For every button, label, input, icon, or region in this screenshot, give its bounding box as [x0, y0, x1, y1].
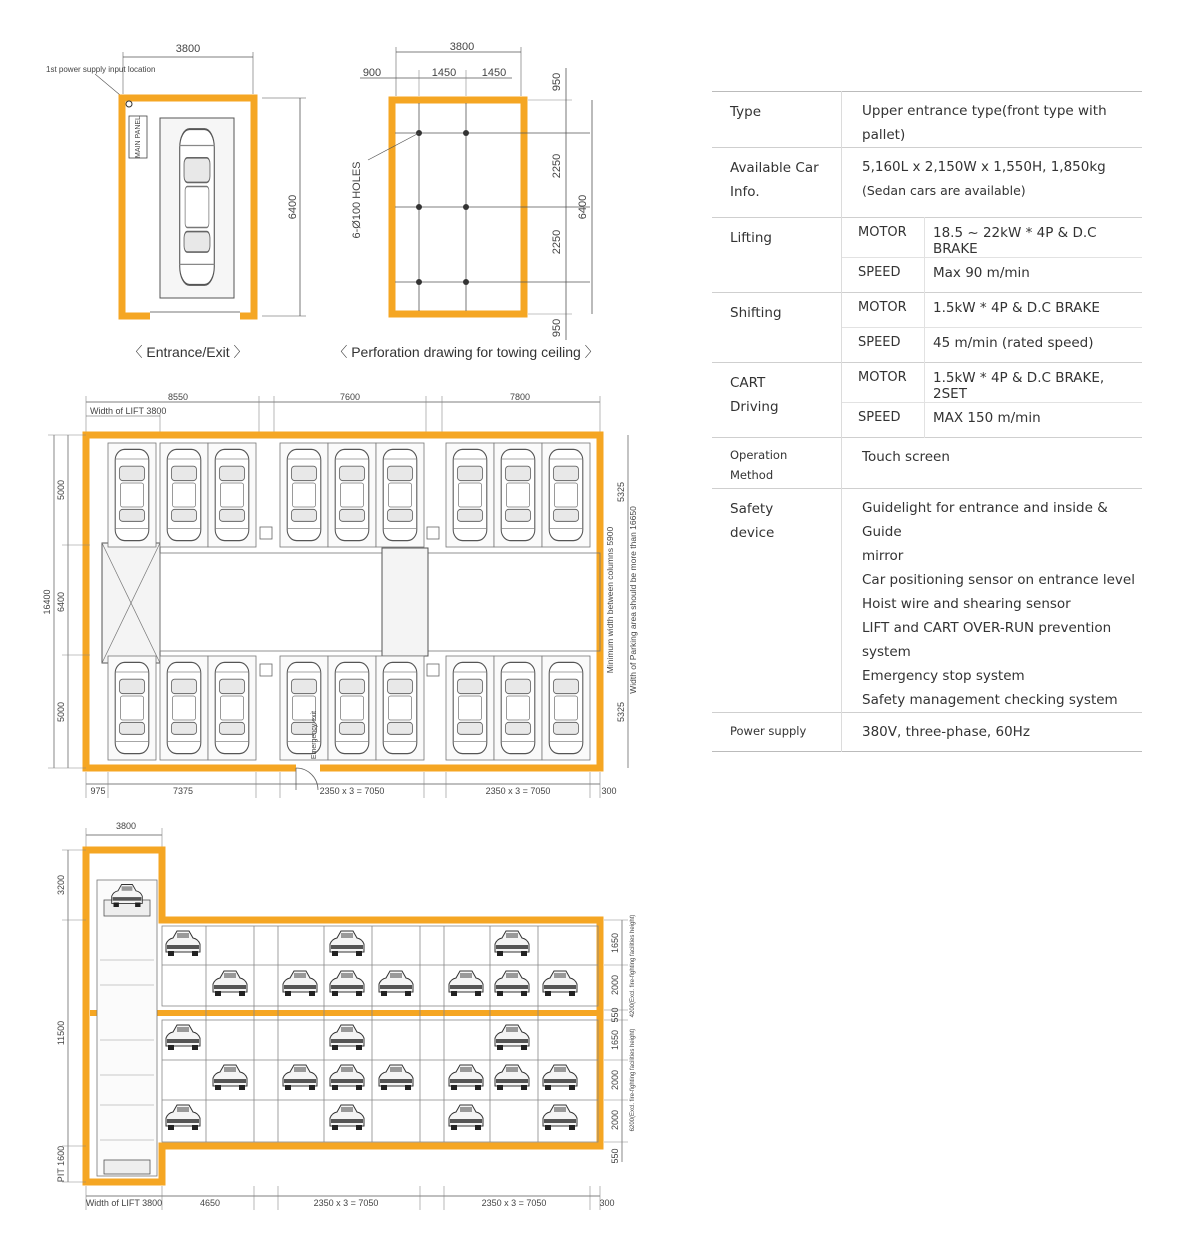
section-1650b-label: 1650	[610, 1029, 620, 1051]
entrance-exit-drawing	[46, 43, 306, 360]
perf-2250b-label: 2250	[551, 229, 563, 255]
plan-5325a-label: 5325	[616, 481, 626, 503]
spec-operation-label-2: Method	[730, 468, 774, 482]
emergency-exit-label: Emergency exit	[311, 710, 318, 760]
spec-safety-item: Guidelight for entrance and inside & Guide	[862, 500, 1108, 540]
plan-7800-label: 7800	[509, 392, 531, 402]
spec-safety-item: Emergency stop system	[862, 668, 1025, 684]
section-7050b-label: 2350 x 3 = 7050	[481, 1198, 547, 1208]
perf-height-6400-label: 6400	[577, 194, 589, 220]
spec-row-power	[712, 713, 1142, 752]
section-4650-label: 4650	[199, 1198, 221, 1208]
spec-safety-label-1: Safety	[730, 501, 774, 517]
spec-shifting-label: Shifting	[712, 293, 842, 363]
spec-safety-item: Hoist wire and shearing sensor	[862, 596, 1071, 612]
section-drawing	[56, 821, 636, 1210]
spec-cart-speed-key: SPEED	[842, 403, 925, 438]
plan-7050a-label: 2350 x 3 = 7050	[319, 786, 385, 796]
spec-operation-label-1: Operation	[730, 448, 788, 462]
spec-shifting-motor-key: MOTOR	[842, 293, 925, 328]
spec-row-safety	[712, 489, 1142, 713]
plan-corridor	[160, 553, 600, 651]
spec-type-label: Type	[712, 92, 842, 148]
plan-5325b-label: 5325	[616, 701, 626, 723]
perf-950b-label: 950	[551, 318, 563, 338]
plan-7600-label: 7600	[339, 392, 361, 402]
spec-car-label	[712, 148, 842, 218]
spec-shifting-speed-key: SPEED	[842, 328, 925, 363]
spec-shifting-motor-value: 1.5kW * 4P & D.C BRAKE	[933, 300, 1100, 316]
spec-lifting-speed-key: SPEED	[842, 258, 925, 293]
section-550a-label: 550	[610, 1007, 620, 1023]
plan-7375-label: 7375	[172, 786, 194, 796]
perf-1450a-label: 1450	[431, 67, 457, 79]
spec-safety-label-2: device	[730, 525, 775, 541]
plan-6400-label: 6400	[56, 591, 66, 613]
plan-8550-label: 8550	[167, 392, 189, 402]
entrance-exit-caption: 〈 Entrance/Exit 〉	[128, 344, 248, 360]
section-550b-label: 550	[610, 1148, 620, 1164]
spec-cart-speed-value: MAX 150 m/min	[925, 403, 1143, 438]
spec-safety-item: Car positioning sensor on entrance level	[862, 572, 1135, 588]
plan-5000a-label: 5000	[56, 479, 66, 501]
plan-cart	[382, 548, 428, 656]
plan-bays-top	[108, 443, 590, 547]
height-6400-label: 6400	[287, 194, 299, 220]
section-1650a-label: 1650	[610, 932, 620, 954]
section-racks	[162, 926, 598, 1142]
perf-950a-label: 950	[551, 72, 563, 92]
section-2000a-label: 2000	[610, 974, 620, 996]
plan-300-label: 300	[601, 786, 617, 796]
section-2000c-label: 2000	[610, 1109, 620, 1131]
plan-975-label: 975	[90, 786, 106, 796]
plan-bays-bottom	[108, 656, 590, 760]
section-4200-note: 4200(Excl. fire-fighting facilities height)	[630, 914, 636, 1018]
section-lift-width-label: Width of LIFT 3800	[85, 1198, 163, 1208]
spec-row-shifting-motor	[712, 293, 1142, 328]
section-300-label: 300	[599, 1198, 615, 1208]
spec-power-label: Power supply	[712, 713, 842, 752]
parking-plan-drawing	[42, 392, 638, 798]
section-lift-shaft	[97, 880, 157, 1176]
spec-cart-label-1: CART	[730, 375, 766, 391]
spec-type-value: Upper entrance type(front type with pallet)	[862, 103, 1107, 143]
spec-car-label-2: Info.	[730, 184, 760, 200]
spec-cart-label-2: Driving	[730, 399, 779, 415]
spec-car-value-2: (Sedan cars are available)	[862, 183, 1026, 198]
section-11500-label: 11500	[56, 1020, 66, 1046]
section-mid-slab	[90, 1010, 600, 1016]
spec-table	[712, 91, 1142, 752]
spec-car-label-1: Available Car	[730, 160, 819, 176]
perf-1450b-label: 1450	[481, 67, 507, 79]
spec-operation-value: Touch screen	[862, 449, 950, 465]
spec-lifting-motor-value: 18.5 ~ 22kW * 4P & D.C BRAKE	[933, 225, 1097, 257]
spec-car-value-1: 5,160L x 2,150W x 1,550H, 1,850kg	[862, 159, 1106, 175]
perf-900-label: 900	[362, 67, 382, 79]
plan-16400-label: 16400	[42, 589, 52, 615]
perforation-caption: 〈 Perforation drawing for towing ceiling 〉	[333, 344, 599, 360]
section-pit-label: PIT 1600	[56, 1145, 66, 1183]
spec-safety-item: LIFT and CART OVER-RUN prevention system	[862, 620, 1112, 660]
spec-row-operation	[712, 438, 1142, 489]
spec-car-value	[842, 148, 1143, 218]
spec-row-cart-motor	[712, 363, 1142, 403]
spec-power-value: 380V, three-phase, 60Hz	[862, 724, 1030, 740]
section-6200-note: 6200(Excl. fire-fighting facilities height)	[630, 1028, 636, 1132]
spec-cart-motor-key: MOTOR	[842, 363, 925, 403]
section-2000b-label: 2000	[610, 1069, 620, 1091]
main-panel-label: MAIN PANEL	[135, 116, 142, 158]
spec-operation-label	[712, 438, 842, 489]
plan-5000b-label: 5000	[56, 701, 66, 723]
power-note: 1st power supply input location	[46, 65, 156, 74]
perf-width-3800-label: 3800	[449, 41, 475, 53]
min-width-note: Minimum width between columns 5900	[605, 526, 615, 674]
spec-row-lifting-motor	[712, 218, 1142, 258]
spec-safety-item: mirror	[862, 548, 904, 564]
holes-label: 6-Ø100 HOLES	[351, 161, 363, 239]
spec-cart-motor-value: 1.5kW * 4P & D.C BRAKE, 2SET	[933, 370, 1105, 402]
plan-7050b-label: 2350 x 3 = 7050	[485, 786, 551, 796]
spec-lifting-label: Lifting	[712, 218, 842, 293]
spec-safety-label	[712, 489, 842, 713]
parking-width-note: Width of Parking area should be more than 16650	[628, 506, 638, 694]
spec-row-type	[712, 92, 1142, 148]
spec-lifting-motor-key: MOTOR	[842, 218, 925, 258]
spec-shifting-speed-value: 45 m/min (rated speed)	[925, 328, 1143, 363]
section-3200-label: 3200	[56, 874, 66, 896]
spec-safety-item: Safety management checking system	[862, 692, 1118, 708]
section-3800-label: 3800	[115, 821, 137, 831]
plan-lift-width-label: Width of LIFT 3800	[90, 406, 167, 416]
width-3800-label: 3800	[175, 43, 201, 55]
spec-cart-label	[712, 363, 842, 438]
perf-2250a-label: 2250	[551, 153, 563, 179]
spec-lifting-speed-value: Max 90 m/min	[925, 258, 1143, 293]
section-7050a-label: 2350 x 3 = 7050	[313, 1198, 379, 1208]
perforation-drawing	[333, 41, 598, 360]
spec-safety-list	[842, 489, 1143, 713]
spec-row-car	[712, 148, 1142, 218]
